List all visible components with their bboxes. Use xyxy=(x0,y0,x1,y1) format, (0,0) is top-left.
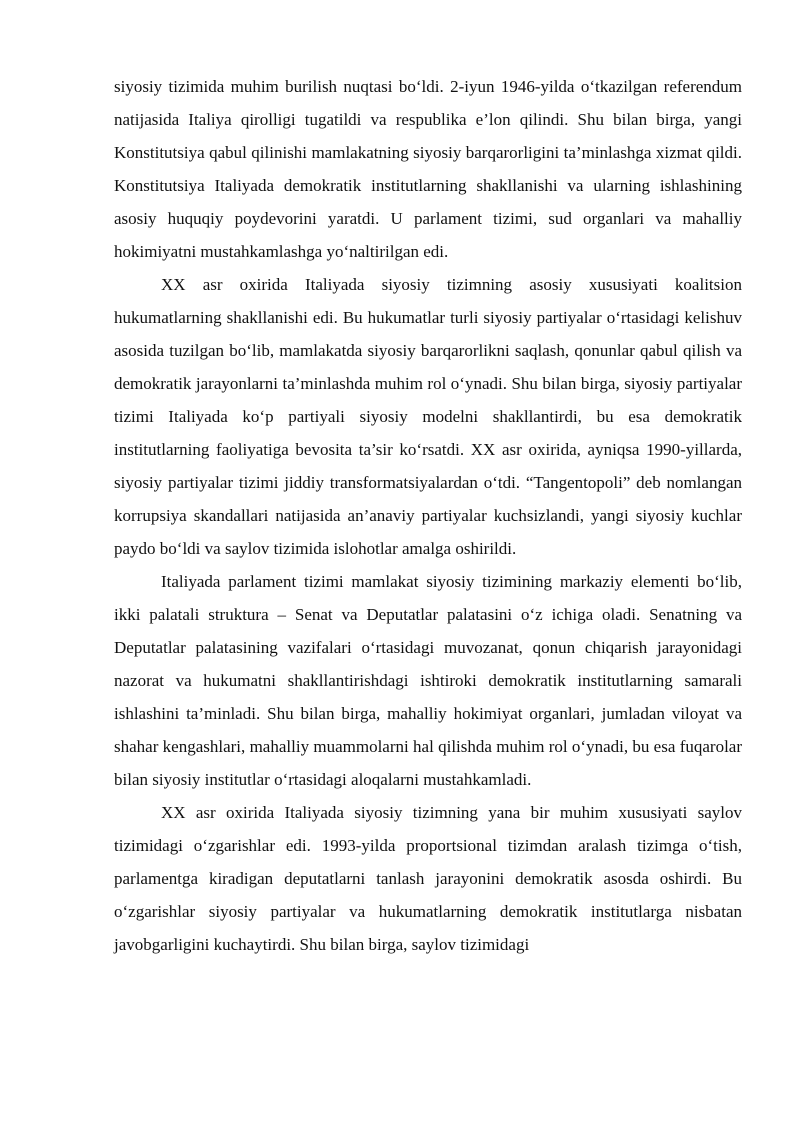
document-page xyxy=(114,70,742,961)
paragraph-4: XX asr oxirida Italiyada siyosiy tizimning yana bir muhim xususiyati saylov tizimidagi o‘zgarishlar edi. 1993-yilda proportsional tizimdan aralash tizimga o‘tish, parlamentga kiradigan deputatlarni tanlash jarayonini demokratik asosda oshirdi. Bu o‘zgarishlar siyosiy partiyalar va hukumatlarning demokratik institutlarga nisbatan javobgarligini kuchaytirdi. Shu bilan birga, saylov tizimidagi xyxy=(114,803,742,954)
paragraph-1: siyosiy tizimida muhim burilish nuqtasi bo‘ldi. 2-iyun 1946-yilda o‘tkazilgan referendum natijasida Italiya qirolligi tugatildi va respublika e’lon qilindi. Shu bilan birga, yangi Konstitutsiya qabul qilinishi mamlakatning siyosiy barqarorligini ta’minlashga xizmat qildi. Konstitutsiya Italiyada demokratik institutlarning shakllanishi va ularning ishlashining asosiy huquqiy poydevorini yaratdi. U parlament tizimi, sud organlari va mahalliy hokimiyatni mustahkamlashga yo‘naltirilgan edi. xyxy=(114,77,742,261)
paragraph-2: XX asr oxirida Italiyada siyosiy tizimning asosiy xususiyati koalitsion hukumatlarning shakllanishi edi. Bu hukumatlar turli siyosiy partiyalar o‘rtasidagi kelishuv asosida tuzilgan bo‘lib, mamlakatda siyosiy barqarorlikni saqlash, qonunlar qabul qilish va demokratik jarayonlarni ta’minlashda muhim rol o‘ynadi. Shu bilan birga, siyosiy partiyalar tizimi Italiyada ko‘p partiyali siyosiy modelni shakllantirdi, bu esa demokratik institutlarning faoliyatiga bevosita ta’sir ko‘rsatdi. XX asr oxirida, ayniqsa 1990-yillarda, siyosiy partiyalar tizimi jiddiy transformatsiyalardan o‘tdi. “Tangentopoli” deb nomlangan korrupsiya skandallari natijasida an’anaviy partiyalar kuchsizlandi, yangi siyosiy kuchlar paydo bo‘ldi va saylov tizimida islohotlar amalga oshirildi. xyxy=(114,275,742,558)
paragraph-3: Italiyada parlament tizimi mamlakat siyosiy tizimining markaziy elementi bo‘lib, ikki palatali struktura – Senat va Deputatlar palatasini o‘z ichiga oladi. Senatning va Deputatlar palatasining vazifalari o‘rtasidagi muvozanat, qonun chiqarish jarayonidagi nazorat va hukumatni shakllantirishdagi ishtiroki demokratik institutlarning samarali ishlashini ta’minladi. Shu bilan birga, mahalliy hokimiyat organlari, jumladan viloyat va shahar kengashlari, mahalliy muammolarni hal qilishda muhim rol o‘ynadi, bu esa fuqarolar bilan siyosiy institutlar o‘rtasidagi aloqalarni mustahkamladi. xyxy=(114,572,742,789)
